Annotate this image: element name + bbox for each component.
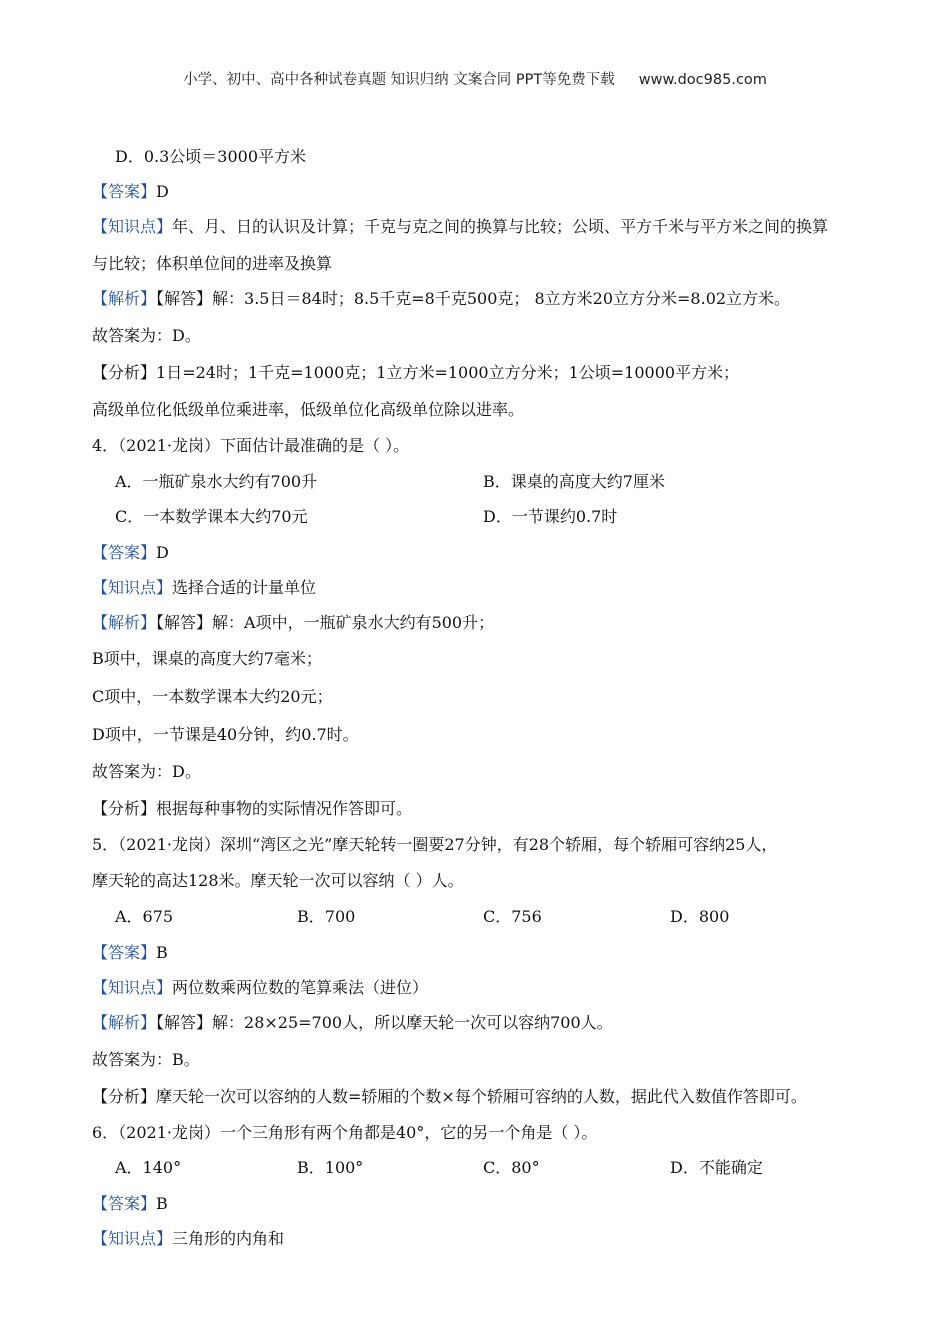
q4-analysis-d: D项中，一节课是40分钟，约0.7时。 (92, 725, 359, 744)
q6-option-d: D．不能确定 (670, 1158, 763, 1177)
q3-knowledge-line (92, 217, 828, 237)
q6-option-b: B．100° (297, 1158, 364, 1177)
q4-answer-line: 【答案】D (92, 543, 169, 562)
q4-option-b: B．课桌的高度大约7厘米 (483, 472, 665, 491)
q4-analysis-b: B项中，课桌的高度大约7毫米； (92, 649, 322, 668)
q5-knowledge-line: 【知识点】两位数乘两位数的笔算乘法（进位） (92, 978, 429, 997)
q6-option-a: A．140° (115, 1158, 182, 1177)
q4-knowledge: 选择合适的计量单位 (172, 578, 317, 597)
answer-tag: 【答案】 (92, 182, 157, 201)
q5-option-d: D．800 (670, 907, 730, 926)
header-text: 小学、初中、高中各种试卷真题 知识归纳 文案合同 PPT等免费下载 (183, 72, 615, 88)
q4-conclusion: 故答案为：D。 (92, 762, 201, 781)
q4-analysis-c: C项中，一本数学课本大约20元； (92, 687, 333, 706)
q4-fenxi-line: 【分析】根据每种事物的实际情况作答即可。 (92, 799, 413, 818)
fenxi-tag: 【分析】 (92, 363, 157, 382)
q5-stem-cont: 摩天轮的高达128米。摩天轮一次可以容纳（ ）人。 (92, 871, 464, 890)
q3-answer: D (156, 182, 169, 201)
page-header (0, 68, 950, 89)
q5-knowledge: 两位数乘两位数的笔算乘法（进位） (172, 978, 429, 997)
q6-answer: B (156, 1194, 168, 1213)
q5-stem: 5．（2021·龙岗）深圳“湾区之光”摩天轮转一圈要27分钟，有28个轿厢，每个轿厢可容纳25人， (92, 835, 778, 854)
q4-fenxi: 根据每种事物的实际情况作答即可。 (156, 799, 413, 818)
q5-answer: B (156, 943, 168, 962)
q6-knowledge-line: 【知识点】三角形的内角和 (92, 1229, 285, 1248)
q4-stem: 4．（2021·龙岗）下面估计最准确的是（ ）。 (92, 436, 410, 455)
q6-stem: 6．（2021·龙岗）一个三角形有两个角都是40°，它的另一个角是（ ）。 (92, 1123, 598, 1142)
q3-answer-line (92, 182, 169, 202)
q3-fenxi: 1日=24时；1千克=1000克；1立方米=1000立方分米；1公顷=10000平方米； (156, 363, 740, 382)
q3-knowledge: 年、月、日的认识及计算；千克与克之间的换算与比较；公顷、平方千米与平方米之间的换算 (172, 217, 829, 236)
q5-fenxi-line: 【分析】摩天轮一次可以容纳的人数=轿厢的个数×每个轿厢可容纳的人数，据此代入数值作答即可。 (92, 1087, 807, 1106)
analysis-tag: 【解析】 (92, 289, 157, 308)
q5-conclusion: 故答案为：B。 (92, 1050, 200, 1069)
q3-analysis: 【解答】解：3.5日＝84时；8.5千克=8千克500克； 8立方米20立方分米=8.02立方米。 (156, 289, 791, 308)
q6-knowledge: 三角形的内角和 (172, 1229, 285, 1248)
q5-option-b: B．700 (297, 907, 356, 926)
q3-option-d: D．0.3公顷＝3000平方米 (115, 147, 306, 166)
q4-answer: D (156, 543, 169, 562)
q4-option-d: D．一节课约0.7时 (483, 507, 618, 526)
q3-conclusion: 故答案为：D。 (92, 326, 201, 345)
q5-option-a: A．675 (115, 907, 174, 926)
q6-answer-line: 【答案】B (92, 1194, 168, 1213)
q5-fenxi: 摩天轮一次可以容纳的人数=轿厢的个数×每个轿厢可容纳的人数，据此代入数值作答即可。 (156, 1087, 807, 1106)
q4-option-c: C．一本数学课本大约70元 (115, 507, 308, 526)
q5-option-c: C．756 (483, 907, 542, 926)
header-url[interactable]: www.doc985.com (638, 72, 767, 88)
q4-analysis-line: 【解析】【解答】解：A项中，一瓶矿泉水大约有500升； (92, 613, 495, 632)
q3-analysis-line (92, 289, 790, 309)
knowledge-tag: 【知识点】 (92, 217, 173, 236)
q5-answer-line: 【答案】B (92, 943, 168, 962)
q3-fenxi-cont: 高级单位化低级单位乘进率，低级单位化高级单位除以进率。 (92, 400, 525, 419)
q5-analysis: 【解答】解：28×25=700人，所以摩天轮一次可以容纳700人。 (156, 1013, 613, 1032)
q5-analysis-line: 【解析】【解答】解：28×25=700人，所以摩天轮一次可以容纳700人。 (92, 1013, 613, 1032)
q4-option-a: A．一瓶矿泉水大约有700升 (115, 472, 318, 491)
q3-fenxi-line (92, 363, 739, 383)
q6-option-c: C．80° (483, 1158, 540, 1177)
q4-analysis: 【解答】解：A项中，一瓶矿泉水大约有500升； (156, 613, 495, 632)
q4-knowledge-line: 【知识点】选择合适的计量单位 (92, 578, 317, 597)
q3-knowledge-cont: 与比较；体积单位间的进率及换算 (92, 254, 333, 273)
